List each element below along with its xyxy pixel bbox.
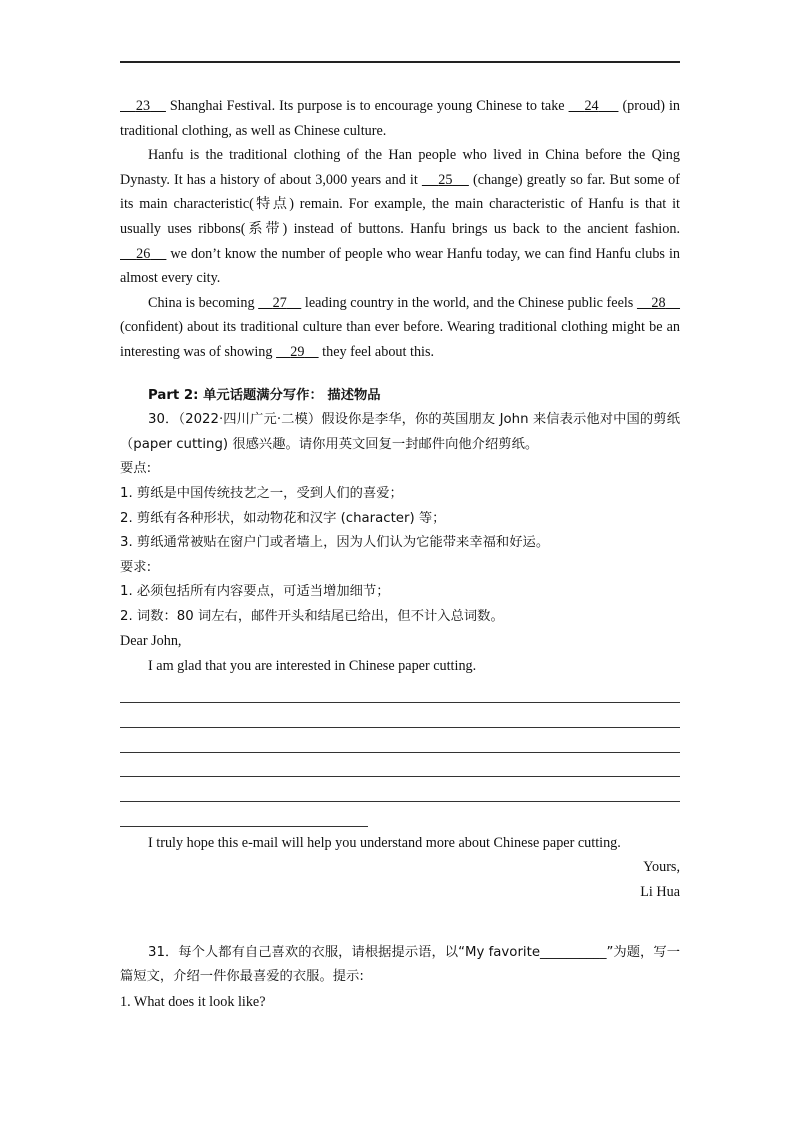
- answer-line[interactable]: [120, 753, 680, 778]
- letter-greeting: Dear John,: [120, 633, 182, 650]
- requirement-item: 1. 必须包括所有内容要点，可适当增加细节；: [120, 584, 390, 600]
- passage-paragraph-2: Hanfu is the traditional clothing of the Han people who lived in China before the Qing Dynasty. It has a history of about 3,000 years and it 25 (change) greatly so far. But some of its main characteristic(特点) remain. For example, the main characteristic of Hanfu is that it usually uses ribbons(系带) instead of buttons. Hanfu brings us back to the ancient fashion. 26 we don’t know the number of people who wear Hanfu today, we can find Hanfu clubs in almost every city.: [120, 147, 681, 287]
- passage-paragraph-3: China is becoming 27 leading country in the world, and the Chinese public feels 28 (confident) about its traditional culture than ever before. Wearing traditional clothing might be an interesting was of showing 29 they feel about this.: [120, 294, 680, 360]
- letter-opening: I am glad that you are interested in Chinese paper cutting.: [148, 658, 477, 675]
- passage-paragraph-1: 23 Shanghai Festival. Its purpose is to encourage young Chinese to take 24 (proud) in traditional clothing, as well as Chinese culture.: [120, 98, 680, 139]
- spacer: [120, 905, 680, 941]
- requirement-item: 2. 词数：80 词左右，邮件开头和结尾已给出，但不计入总词数。: [120, 608, 504, 624]
- blank-27[interactable]: 27: [272, 294, 287, 311]
- points-label: 要点:: [120, 461, 152, 477]
- requirements-label: 要求:: [120, 559, 152, 575]
- point-item: 2. 剪纸有各种形状，如动物花和汉字 (character) 等；: [120, 510, 446, 526]
- answer-line[interactable]: [120, 802, 368, 827]
- question-30-intro: 30．（2022·四川广元·二模）假设你是李华，你的英国朋友 John 来信表示他对中国的剪纸（paper cutting) 很感兴趣。请你用英文回复一封邮件向他介绍剪纸。: [120, 412, 680, 452]
- answer-line[interactable]: [120, 777, 680, 802]
- question-31-intro: 31．每个人都有自己喜欢的衣服，请根据提示语，以“My favorite__________”为题，写一篇短文，介绍一件你最喜爱的衣服。提示:: [120, 944, 680, 985]
- blank-26[interactable]: 26: [136, 245, 151, 262]
- point-item: 3. 剪纸通常被贴在窗户门或者墙上，因为人们认为它能带来幸福和好运。: [120, 535, 550, 551]
- blank-25[interactable]: 25: [438, 171, 453, 188]
- blank-28[interactable]: 28: [651, 294, 666, 311]
- blank-29[interactable]: 29: [290, 343, 305, 360]
- blank-23[interactable]: 23: [135, 98, 151, 114]
- answer-line[interactable]: [120, 728, 680, 753]
- letter-signoff: Yours,: [643, 859, 680, 876]
- answer-line[interactable]: [120, 679, 680, 704]
- answer-line[interactable]: [120, 703, 680, 728]
- worksheet-page: [120, 94, 680, 1014]
- letter-signature: Li Hua: [640, 883, 680, 900]
- blank-24[interactable]: 24: [584, 98, 599, 114]
- answer-writing-area[interactable]: [120, 679, 680, 827]
- part2-title: Part 2: 单元话题满分写作： 描述物品: [148, 387, 381, 403]
- question-31-hint: 1. What does it look like?: [120, 993, 266, 1010]
- header-rule: [120, 61, 680, 63]
- letter-closing: I truly hope this e-mail will help you understand more about Chinese paper cutting.: [148, 834, 621, 851]
- point-item: 1. 剪纸是中国传统技艺之一，受到人们的喜爱；: [120, 485, 403, 501]
